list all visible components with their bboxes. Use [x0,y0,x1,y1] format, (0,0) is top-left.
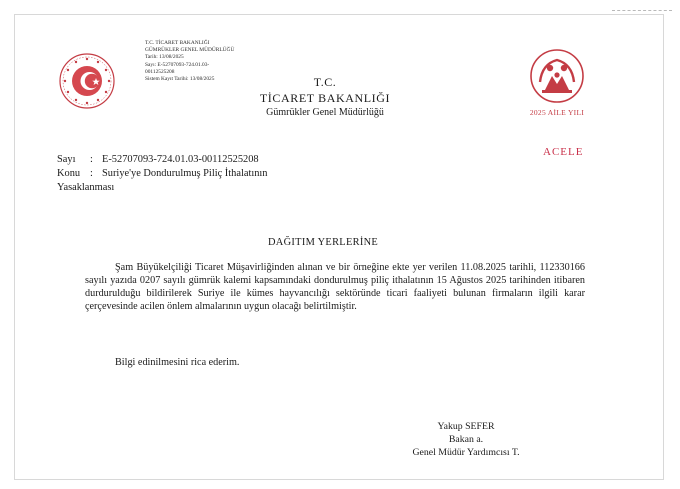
signature-block [392,420,540,459]
stamp-line: GÜMRÜKLER GENEL MÜDÜRLÜĞÜ [145,47,235,54]
stamp-line: Sayı: E-52707093-724.01.03- [145,61,210,68]
konu-continuation: Yasaklanması [57,182,115,193]
ministry-emblem-icon [58,52,116,110]
konu-row [57,167,352,181]
family-year-text: 2025 AİLE YILI [529,108,585,117]
sayi-value: E-52707093-724.01.03-00112525208 [102,154,259,165]
document-meta [57,153,352,195]
family-year-seal [522,46,592,122]
signatory-title: Genel Müdür Yardımcısı T. [412,447,520,458]
konu-value: Suriye'ye Dondurulmuş Piliç İthalatının [102,168,268,179]
stamp-line: Tarih: 13/08/2025 [145,54,184,61]
family-year-icon [522,46,592,108]
header-country: T.C. [313,75,337,89]
header-ministry: TİCARET BAKANLIĞI [259,91,391,105]
sayi-row [57,153,352,167]
closing-sentence: Bilgi edinilmesini rica ederim. [115,357,240,368]
stamp-line: Sistem Kayıt Tarihi: 13/08/2025 [145,76,215,83]
document-header [220,74,430,120]
header-directorate: Gümrükler Genel Müdürlüğü [266,107,384,118]
urgent-label: ACELE [543,146,584,158]
edge-mark [612,10,672,12]
sayi-label: Sayı [57,154,76,165]
konu-label: Konu [57,168,81,179]
body-paragraph: Şam Büyükelçiliği Ticaret Müşavirliğinden alınan ve bir örneğine ekte yer verilen 11.08.2025 tarihli, 112330166 sayılı yazıda 0207 sayılı gümrük kalemi kapsamındaki dondurulmuş piliç ithalatının 15 Ağustos 2025 tarihinden itibaren durdurulduğu bildirilerek Suriye ile kümes hayvancılığı sektöründe ticari faaliyeti bulunan firmaların ilgili karar çerçevesinde acilen önlem almalarının uygun olacağı belirtilmiştir. [85,262,585,312]
konu-separator: : [90,168,93,179]
signatory-capacity: Bakan a. [448,434,484,445]
sayi-separator: : [90,154,93,165]
signatory-name: Yakup SEFER [437,421,495,432]
stamp-line: T.C. TİCARET BAKANLIĞI [145,40,210,46]
stamp-line: 00112525208 [145,68,175,75]
letter-body [85,261,585,313]
distribution-title: DAĞITIM YERLERİNE [268,237,379,248]
